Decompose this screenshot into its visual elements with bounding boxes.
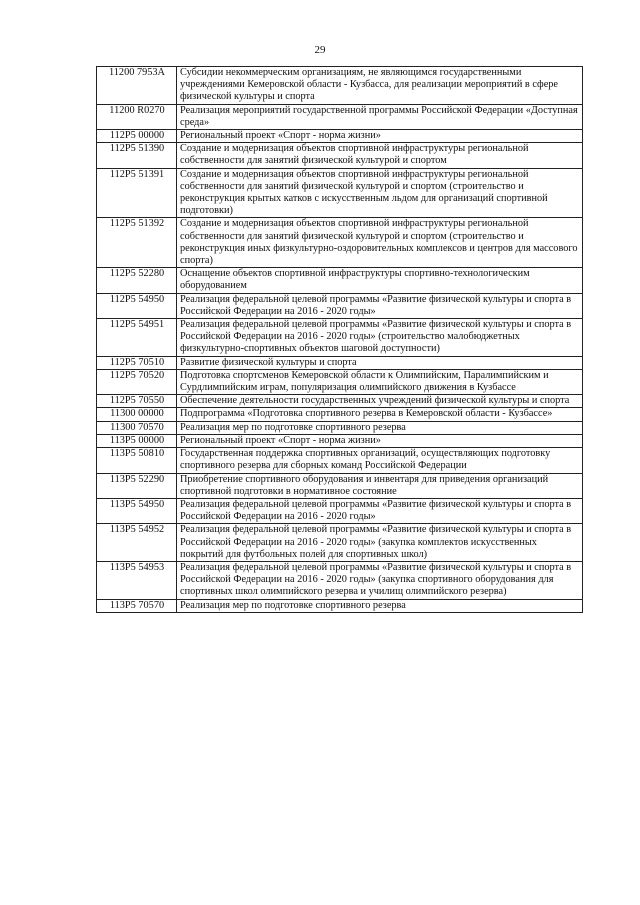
- row-description: Субсидии некоммерческим организациям, не являющимся государственными учреждениями Кемеровской области - Кузбасса, для реализации мероприятий в сфере физической культуры и спорта: [177, 67, 583, 105]
- row-description: Развитие физической культуры и спорта: [177, 356, 583, 369]
- row-description: Реализация федеральной целевой программы «Развитие физической культуры и спорта в Российской Федерации на 2016 - 2020 годы»: [177, 293, 583, 318]
- table-row: [97, 143, 583, 168]
- table-row: [97, 561, 583, 599]
- row-description: Региональный проект «Спорт - норма жизни»: [177, 434, 583, 447]
- row-code: 112P5 54951: [97, 319, 177, 357]
- table-row: [97, 421, 583, 434]
- row-code: 113P5 52290: [97, 473, 177, 498]
- table-row: [97, 369, 583, 394]
- row-code: 112P5 51392: [97, 218, 177, 268]
- row-description: Государственная поддержка спортивных организаций, осуществляющих подготовку спортивного резерва для сборных команд Российской Федерации: [177, 448, 583, 473]
- row-code: 113P5 54953: [97, 561, 177, 599]
- row-code: 11200 R0270: [97, 104, 177, 129]
- row-code: 11300 00000: [97, 408, 177, 421]
- row-code: 112P5 70550: [97, 395, 177, 408]
- row-description: Реализация федеральной целевой программы «Развитие физической культуры и спорта в Российской Федерации на 2016 - 2020 годы» (закупка спортивного оборудования для спортивных школ олимпийского резерва и училищ олимпийского резерва): [177, 561, 583, 599]
- row-code: 112P5 51391: [97, 168, 177, 218]
- row-description: Приобретение спортивного оборудования и инвентаря для приведения организаций спортивной подготовки в нормативное состояние: [177, 473, 583, 498]
- table-row: [97, 473, 583, 498]
- row-code: 112P5 70520: [97, 369, 177, 394]
- row-code: 112P5 00000: [97, 130, 177, 143]
- row-description: Региональный проект «Спорт - норма жизни»: [177, 130, 583, 143]
- table-row: [97, 498, 583, 523]
- row-description: Создание и модернизация объектов спортивной инфраструктуры региональной собственности для занятий физической культурой и спортом: [177, 143, 583, 168]
- table-row: [97, 218, 583, 268]
- row-code: 113P5 54952: [97, 524, 177, 562]
- table-row: [97, 448, 583, 473]
- row-code: 11200 7953A: [97, 67, 177, 105]
- row-code: 112P5 70510: [97, 356, 177, 369]
- row-code: 11300 70570: [97, 421, 177, 434]
- row-code: 113P5 70570: [97, 599, 177, 612]
- row-description: Реализация мероприятий государственной программы Российской Федерации «Доступная среда»: [177, 104, 583, 129]
- row-description: Оснащение объектов спортивной инфраструктуры спортивно-технологическим оборудованием: [177, 268, 583, 293]
- table-row: [97, 408, 583, 421]
- row-description: Обеспечение деятельности государственных учреждений физической культуры и спорта: [177, 395, 583, 408]
- row-code: 113P5 00000: [97, 434, 177, 447]
- row-description: Реализация федеральной целевой программы «Развитие физической культуры и спорта в Российской Федерации на 2016 - 2020 годы»: [177, 498, 583, 523]
- budget-classification-table: [96, 66, 583, 613]
- table-row: [97, 104, 583, 129]
- table-row: [97, 395, 583, 408]
- row-description: Реализация федеральной целевой программы «Развитие физической культуры и спорта в Российской Федерации на 2016 - 2020 годы» (строительство малобюджетных физкультурно-спортивных объектов шаговой доступности): [177, 319, 583, 357]
- table-row: [97, 319, 583, 357]
- row-description: Создание и модернизация объектов спортивной инфраструктуры региональной собственности для занятий физической культурой и спортом (строительство и реконструкция крытых катков с искусственным льдом для организаций спортивной подготовки): [177, 168, 583, 218]
- table-row: [97, 434, 583, 447]
- row-description: Реализация федеральной целевой программы «Развитие физической культуры и спорта в Российской Федерации на 2016 - 2020 годы» (закупка комплектов искусственных покрытий для футбольных полей для спортивных школ): [177, 524, 583, 562]
- table-row: [97, 130, 583, 143]
- table-row: [97, 67, 583, 105]
- table-row: [97, 524, 583, 562]
- row-code: 113P5 50810: [97, 448, 177, 473]
- row-description: Создание и модернизация объектов спортивной инфраструктуры региональной собственности для занятий физической культурой и спортом (строительство и реконструкция иных физкультурно-оздоровительных комплексов и центров для массового спорта): [177, 218, 583, 268]
- row-code: 113P5 54950: [97, 498, 177, 523]
- table-row: [97, 293, 583, 318]
- table-row: [97, 356, 583, 369]
- table-row: [97, 268, 583, 293]
- row-description: Реализация мер по подготовке спортивного резерва: [177, 599, 583, 612]
- row-code: 112P5 54950: [97, 293, 177, 318]
- page-number: 29: [314, 44, 326, 56]
- row-description: Реализация мер по подготовке спортивного резерва: [177, 421, 583, 434]
- table-row: [97, 168, 583, 218]
- row-code: 112P5 52280: [97, 268, 177, 293]
- row-code: 112P5 51390: [97, 143, 177, 168]
- row-description: Подпрограмма «Подготовка спортивного резерва в Кемеровской области - Кузбассе»: [177, 408, 583, 421]
- row-description: Подготовка спортсменов Кемеровской области к Олимпийским, Паралимпийским и Сурдлимпийским играм, популяризация олимпийского движения в Кузбассе: [177, 369, 583, 394]
- table-row: [97, 599, 583, 612]
